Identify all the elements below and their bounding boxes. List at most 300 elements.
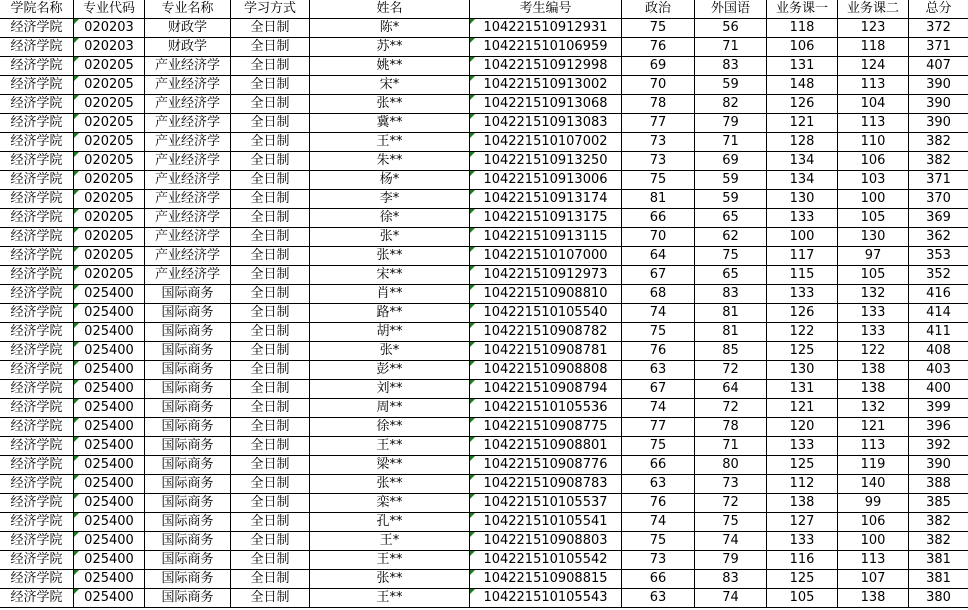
cell-foreign-language-score[interactable]: 56 — [695, 19, 767, 38]
table-row[interactable] — [0, 589, 968, 608]
cell-politics-score[interactable]: 77 — [622, 114, 695, 133]
cell-major-code[interactable]: 025400 — [74, 323, 145, 342]
cell-major-name[interactable]: 国际商务 — [145, 323, 231, 342]
cell-college-name[interactable]: 经济学院 — [0, 247, 74, 266]
cell-major-code[interactable]: 025400 — [74, 570, 145, 589]
cell-major-name[interactable]: 国际商务 — [145, 475, 231, 494]
cell-candidate-number[interactable]: 104221510107002 — [470, 133, 622, 152]
cell-subject-one-score[interactable]: 122 — [767, 323, 838, 342]
cell-total-score[interactable]: 385 — [909, 494, 968, 513]
cell-candidate-number[interactable]: 104221510912931 — [470, 19, 622, 38]
cell-college-name[interactable]: 经济学院 — [0, 57, 74, 76]
cell-study-mode[interactable]: 全日制 — [231, 399, 310, 418]
cell-major-code[interactable]: 025400 — [74, 418, 145, 437]
cell-subject-one-score[interactable]: 116 — [767, 551, 838, 570]
table-row[interactable] — [0, 247, 968, 266]
cell-major-code[interactable]: 020205 — [74, 152, 145, 171]
cell-subject-two-score[interactable]: 138 — [838, 380, 909, 399]
column-header-candidate-number[interactable]: 考生编号 — [470, 0, 622, 19]
cell-major-name[interactable]: 国际商务 — [145, 399, 231, 418]
cell-student-name[interactable]: 王* — [310, 532, 470, 551]
table-row[interactable] — [0, 323, 968, 342]
cell-subject-two-score[interactable]: 132 — [838, 285, 909, 304]
cell-total-score[interactable]: 416 — [909, 285, 968, 304]
cell-politics-score[interactable]: 73 — [622, 133, 695, 152]
table-row[interactable] — [0, 209, 968, 228]
cell-subject-two-score[interactable]: 105 — [838, 266, 909, 285]
cell-foreign-language-score[interactable]: 81 — [695, 304, 767, 323]
cell-subject-two-score[interactable]: 119 — [838, 456, 909, 475]
cell-foreign-language-score[interactable]: 75 — [695, 247, 767, 266]
cell-subject-one-score[interactable]: 118 — [767, 19, 838, 38]
cell-politics-score[interactable]: 73 — [622, 551, 695, 570]
cell-college-name[interactable]: 经济学院 — [0, 304, 74, 323]
cell-subject-two-score[interactable]: 133 — [838, 304, 909, 323]
cell-subject-two-score[interactable]: 140 — [838, 475, 909, 494]
cell-politics-score[interactable]: 74 — [622, 399, 695, 418]
cell-subject-two-score[interactable]: 105 — [838, 209, 909, 228]
table-row[interactable] — [0, 532, 968, 551]
table-row[interactable] — [0, 342, 968, 361]
cell-college-name[interactable]: 经济学院 — [0, 551, 74, 570]
cell-student-name[interactable]: 周** — [310, 399, 470, 418]
cell-subject-one-score[interactable]: 127 — [767, 513, 838, 532]
cell-politics-score[interactable]: 76 — [622, 342, 695, 361]
table-row[interactable] — [0, 475, 968, 494]
cell-major-code[interactable]: 025400 — [74, 304, 145, 323]
cell-study-mode[interactable]: 全日制 — [231, 475, 310, 494]
cell-study-mode[interactable]: 全日制 — [231, 551, 310, 570]
cell-total-score[interactable]: 399 — [909, 399, 968, 418]
cell-student-name[interactable]: 王** — [310, 551, 470, 570]
cell-student-name[interactable]: 张** — [310, 95, 470, 114]
cell-major-code[interactable]: 020203 — [74, 38, 145, 57]
cell-total-score[interactable]: 369 — [909, 209, 968, 228]
cell-politics-score[interactable]: 69 — [622, 57, 695, 76]
cell-college-name[interactable]: 经济学院 — [0, 437, 74, 456]
cell-foreign-language-score[interactable]: 71 — [695, 133, 767, 152]
cell-candidate-number[interactable]: 104221510105543 — [470, 589, 622, 608]
cell-student-name[interactable]: 张** — [310, 247, 470, 266]
cell-subject-one-score[interactable]: 134 — [767, 171, 838, 190]
cell-major-code[interactable]: 025400 — [74, 285, 145, 304]
cell-politics-score[interactable]: 73 — [622, 152, 695, 171]
column-header-subject-two-score[interactable]: 业务课二 — [838, 0, 909, 19]
cell-major-name[interactable]: 国际商务 — [145, 494, 231, 513]
cell-major-name[interactable]: 产业经济学 — [145, 95, 231, 114]
cell-college-name[interactable]: 经济学院 — [0, 133, 74, 152]
column-header-major-code[interactable]: 专业代码 — [74, 0, 145, 19]
cell-total-score[interactable]: 371 — [909, 38, 968, 57]
cell-foreign-language-score[interactable]: 59 — [695, 171, 767, 190]
column-header-study-mode[interactable]: 学习方式 — [231, 0, 310, 19]
cell-politics-score[interactable]: 63 — [622, 589, 695, 608]
cell-candidate-number[interactable]: 104221510908801 — [470, 437, 622, 456]
table-row[interactable] — [0, 190, 968, 209]
cell-total-score[interactable]: 362 — [909, 228, 968, 247]
cell-foreign-language-score[interactable]: 74 — [695, 532, 767, 551]
cell-subject-two-score[interactable]: 106 — [838, 513, 909, 532]
cell-student-name[interactable]: 宋** — [310, 266, 470, 285]
cell-politics-score[interactable]: 66 — [622, 570, 695, 589]
cell-candidate-number[interactable]: 104221510913175 — [470, 209, 622, 228]
cell-study-mode[interactable]: 全日制 — [231, 114, 310, 133]
cell-study-mode[interactable]: 全日制 — [231, 76, 310, 95]
cell-politics-score[interactable]: 70 — [622, 76, 695, 95]
cell-subject-two-score[interactable]: 138 — [838, 361, 909, 380]
cell-subject-two-score[interactable]: 113 — [838, 437, 909, 456]
cell-politics-score[interactable]: 76 — [622, 494, 695, 513]
cell-study-mode[interactable]: 全日制 — [231, 38, 310, 57]
column-header-subject-one-score[interactable]: 业务课一 — [767, 0, 838, 19]
cell-politics-score[interactable]: 74 — [622, 304, 695, 323]
cell-major-code[interactable]: 020205 — [74, 57, 145, 76]
cell-total-score[interactable]: 388 — [909, 475, 968, 494]
cell-candidate-number[interactable]: 104221510908775 — [470, 418, 622, 437]
cell-total-score[interactable]: 411 — [909, 323, 968, 342]
cell-subject-one-score[interactable]: 128 — [767, 133, 838, 152]
cell-major-name[interactable]: 产业经济学 — [145, 228, 231, 247]
cell-study-mode[interactable]: 全日制 — [231, 323, 310, 342]
cell-study-mode[interactable]: 全日制 — [231, 342, 310, 361]
cell-student-name[interactable]: 王** — [310, 437, 470, 456]
cell-candidate-number[interactable]: 104221510106959 — [470, 38, 622, 57]
cell-student-name[interactable]: 张* — [310, 342, 470, 361]
cell-subject-one-score[interactable]: 138 — [767, 494, 838, 513]
cell-total-score[interactable]: 390 — [909, 76, 968, 95]
cell-foreign-language-score[interactable]: 75 — [695, 513, 767, 532]
cell-study-mode[interactable]: 全日制 — [231, 418, 310, 437]
table-row[interactable] — [0, 551, 968, 570]
table-row[interactable] — [0, 171, 968, 190]
cell-foreign-language-score[interactable]: 72 — [695, 494, 767, 513]
cell-college-name[interactable]: 经济学院 — [0, 19, 74, 38]
cell-candidate-number[interactable]: 104221510908810 — [470, 285, 622, 304]
cell-study-mode[interactable]: 全日制 — [231, 361, 310, 380]
cell-candidate-number[interactable]: 104221510908783 — [470, 475, 622, 494]
table-row[interactable] — [0, 380, 968, 399]
cell-candidate-number[interactable]: 104221510105542 — [470, 551, 622, 570]
cell-foreign-language-score[interactable]: 74 — [695, 589, 767, 608]
cell-major-code[interactable]: 025400 — [74, 589, 145, 608]
table-row[interactable] — [0, 266, 968, 285]
cell-total-score[interactable]: 403 — [909, 361, 968, 380]
cell-politics-score[interactable]: 76 — [622, 38, 695, 57]
cell-subject-two-score[interactable]: 118 — [838, 38, 909, 57]
cell-college-name[interactable]: 经济学院 — [0, 361, 74, 380]
cell-major-name[interactable]: 国际商务 — [145, 361, 231, 380]
cell-total-score[interactable]: 382 — [909, 133, 968, 152]
cell-foreign-language-score[interactable]: 59 — [695, 190, 767, 209]
cell-foreign-language-score[interactable]: 65 — [695, 209, 767, 228]
cell-subject-one-score[interactable]: 125 — [767, 342, 838, 361]
cell-politics-score[interactable]: 67 — [622, 266, 695, 285]
cell-college-name[interactable]: 经济学院 — [0, 532, 74, 551]
cell-subject-one-score[interactable]: 121 — [767, 399, 838, 418]
cell-major-code[interactable]: 025400 — [74, 437, 145, 456]
cell-politics-score[interactable]: 63 — [622, 475, 695, 494]
cell-politics-score[interactable]: 75 — [622, 532, 695, 551]
cell-foreign-language-score[interactable]: 79 — [695, 551, 767, 570]
cell-foreign-language-score[interactable]: 79 — [695, 114, 767, 133]
cell-foreign-language-score[interactable]: 71 — [695, 38, 767, 57]
cell-foreign-language-score[interactable]: 83 — [695, 285, 767, 304]
cell-study-mode[interactable]: 全日制 — [231, 19, 310, 38]
cell-subject-two-score[interactable]: 123 — [838, 19, 909, 38]
cell-student-name[interactable]: 姚** — [310, 57, 470, 76]
cell-total-score[interactable]: 380 — [909, 589, 968, 608]
cell-subject-one-score[interactable]: 133 — [767, 285, 838, 304]
cell-major-name[interactable]: 产业经济学 — [145, 57, 231, 76]
cell-candidate-number[interactable]: 104221510105541 — [470, 513, 622, 532]
cell-foreign-language-score[interactable]: 82 — [695, 95, 767, 114]
cell-foreign-language-score[interactable]: 71 — [695, 437, 767, 456]
cell-subject-one-score[interactable]: 134 — [767, 152, 838, 171]
cell-subject-two-score[interactable]: 124 — [838, 57, 909, 76]
column-header-total-score[interactable]: 总分 — [909, 0, 968, 19]
cell-subject-one-score[interactable]: 106 — [767, 38, 838, 57]
cell-study-mode[interactable]: 全日制 — [231, 95, 310, 114]
cell-college-name[interactable]: 经济学院 — [0, 38, 74, 57]
cell-college-name[interactable]: 经济学院 — [0, 228, 74, 247]
cell-candidate-number[interactable]: 104221510913002 — [470, 76, 622, 95]
cell-total-score[interactable]: 390 — [909, 456, 968, 475]
cell-major-name[interactable]: 国际商务 — [145, 342, 231, 361]
cell-student-name[interactable]: 苏** — [310, 38, 470, 57]
cell-student-name[interactable]: 彭** — [310, 361, 470, 380]
cell-college-name[interactable]: 经济学院 — [0, 209, 74, 228]
cell-college-name[interactable]: 经济学院 — [0, 380, 74, 399]
cell-candidate-number[interactable]: 104221510913068 — [470, 95, 622, 114]
cell-study-mode[interactable]: 全日制 — [231, 247, 310, 266]
cell-subject-two-score[interactable]: 104 — [838, 95, 909, 114]
table-row[interactable] — [0, 38, 968, 57]
cell-college-name[interactable]: 经济学院 — [0, 418, 74, 437]
cell-candidate-number[interactable]: 104221510913115 — [470, 228, 622, 247]
cell-subject-two-score[interactable]: 133 — [838, 323, 909, 342]
cell-subject-two-score[interactable]: 100 — [838, 190, 909, 209]
cell-subject-one-score[interactable]: 133 — [767, 437, 838, 456]
cell-subject-two-score[interactable]: 113 — [838, 114, 909, 133]
cell-study-mode[interactable]: 全日制 — [231, 513, 310, 532]
column-header-politics-score[interactable]: 政治 — [622, 0, 695, 19]
cell-major-name[interactable]: 财政学 — [145, 19, 231, 38]
cell-politics-score[interactable]: 75 — [622, 323, 695, 342]
cell-major-name[interactable]: 国际商务 — [145, 437, 231, 456]
cell-major-name[interactable]: 国际商务 — [145, 570, 231, 589]
cell-student-name[interactable]: 梁** — [310, 456, 470, 475]
cell-foreign-language-score[interactable]: 78 — [695, 418, 767, 437]
cell-major-code[interactable]: 025400 — [74, 342, 145, 361]
cell-major-name[interactable]: 国际商务 — [145, 551, 231, 570]
cell-major-name[interactable]: 产业经济学 — [145, 209, 231, 228]
cell-student-name[interactable]: 李* — [310, 190, 470, 209]
cell-foreign-language-score[interactable]: 69 — [695, 152, 767, 171]
cell-study-mode[interactable]: 全日制 — [231, 57, 310, 76]
table-row[interactable] — [0, 570, 968, 589]
cell-total-score[interactable]: 408 — [909, 342, 968, 361]
table-row[interactable] — [0, 114, 968, 133]
cell-major-code[interactable]: 025400 — [74, 380, 145, 399]
cell-total-score[interactable]: 390 — [909, 114, 968, 133]
table-row[interactable] — [0, 513, 968, 532]
cell-subject-one-score[interactable]: 130 — [767, 190, 838, 209]
cell-college-name[interactable]: 经济学院 — [0, 266, 74, 285]
cell-student-name[interactable]: 刘** — [310, 380, 470, 399]
cell-subject-two-score[interactable]: 106 — [838, 152, 909, 171]
cell-student-name[interactable]: 陈* — [310, 19, 470, 38]
cell-study-mode[interactable]: 全日制 — [231, 228, 310, 247]
cell-total-score[interactable]: 381 — [909, 551, 968, 570]
cell-college-name[interactable]: 经济学院 — [0, 95, 74, 114]
cell-student-name[interactable]: 孔** — [310, 513, 470, 532]
cell-subject-two-score[interactable]: 113 — [838, 551, 909, 570]
cell-subject-one-score[interactable]: 131 — [767, 380, 838, 399]
cell-student-name[interactable]: 胡** — [310, 323, 470, 342]
table-row[interactable] — [0, 228, 968, 247]
cell-major-name[interactable]: 产业经济学 — [145, 266, 231, 285]
cell-major-name[interactable]: 国际商务 — [145, 380, 231, 399]
cell-politics-score[interactable]: 66 — [622, 456, 695, 475]
cell-subject-two-score[interactable]: 138 — [838, 589, 909, 608]
cell-major-name[interactable]: 产业经济学 — [145, 171, 231, 190]
table-row[interactable] — [0, 95, 968, 114]
cell-subject-two-score[interactable]: 110 — [838, 133, 909, 152]
cell-subject-two-score[interactable]: 107 — [838, 570, 909, 589]
cell-subject-two-score[interactable]: 122 — [838, 342, 909, 361]
cell-major-code[interactable]: 020205 — [74, 171, 145, 190]
cell-foreign-language-score[interactable]: 80 — [695, 456, 767, 475]
cell-college-name[interactable]: 经济学院 — [0, 456, 74, 475]
cell-major-name[interactable]: 国际商务 — [145, 513, 231, 532]
cell-study-mode[interactable]: 全日制 — [231, 209, 310, 228]
cell-foreign-language-score[interactable]: 59 — [695, 76, 767, 95]
cell-study-mode[interactable]: 全日制 — [231, 171, 310, 190]
cell-subject-one-score[interactable]: 121 — [767, 114, 838, 133]
cell-politics-score[interactable]: 75 — [622, 437, 695, 456]
table-row[interactable] — [0, 494, 968, 513]
cell-subject-one-score[interactable]: 126 — [767, 304, 838, 323]
table-row[interactable] — [0, 152, 968, 171]
cell-subject-one-score[interactable]: 130 — [767, 361, 838, 380]
cell-college-name[interactable]: 经济学院 — [0, 475, 74, 494]
cell-subject-one-score[interactable]: 117 — [767, 247, 838, 266]
cell-subject-two-score[interactable]: 113 — [838, 76, 909, 95]
cell-college-name[interactable]: 经济学院 — [0, 570, 74, 589]
cell-candidate-number[interactable]: 104221510912973 — [470, 266, 622, 285]
table-row[interactable] — [0, 361, 968, 380]
cell-subject-one-score[interactable]: 125 — [767, 570, 838, 589]
cell-major-code[interactable]: 020205 — [74, 247, 145, 266]
table-row[interactable] — [0, 19, 968, 38]
cell-foreign-language-score[interactable]: 83 — [695, 57, 767, 76]
cell-subject-two-score[interactable]: 130 — [838, 228, 909, 247]
cell-politics-score[interactable]: 63 — [622, 361, 695, 380]
cell-total-score[interactable]: 381 — [909, 570, 968, 589]
cell-major-code[interactable]: 020205 — [74, 190, 145, 209]
cell-subject-one-score[interactable]: 100 — [767, 228, 838, 247]
cell-total-score[interactable]: 352 — [909, 266, 968, 285]
cell-subject-one-score[interactable]: 120 — [767, 418, 838, 437]
cell-total-score[interactable]: 382 — [909, 532, 968, 551]
cell-study-mode[interactable]: 全日制 — [231, 133, 310, 152]
cell-politics-score[interactable]: 81 — [622, 190, 695, 209]
table-row[interactable] — [0, 437, 968, 456]
cell-subject-two-score[interactable]: 99 — [838, 494, 909, 513]
table-row[interactable] — [0, 133, 968, 152]
cell-study-mode[interactable]: 全日制 — [231, 570, 310, 589]
cell-major-code[interactable]: 020205 — [74, 209, 145, 228]
cell-politics-score[interactable]: 68 — [622, 285, 695, 304]
cell-major-name[interactable]: 国际商务 — [145, 456, 231, 475]
cell-major-name[interactable]: 产业经济学 — [145, 133, 231, 152]
cell-subject-one-score[interactable]: 112 — [767, 475, 838, 494]
cell-college-name[interactable]: 经济学院 — [0, 589, 74, 608]
column-header-student-name[interactable]: 姓名 — [310, 0, 470, 19]
column-header-major-name[interactable]: 专业名称 — [145, 0, 231, 19]
cell-major-name[interactable]: 财政学 — [145, 38, 231, 57]
cell-politics-score[interactable]: 70 — [622, 228, 695, 247]
cell-study-mode[interactable]: 全日制 — [231, 304, 310, 323]
cell-politics-score[interactable]: 78 — [622, 95, 695, 114]
cell-student-name[interactable]: 杨* — [310, 171, 470, 190]
cell-college-name[interactable]: 经济学院 — [0, 152, 74, 171]
cell-student-name[interactable]: 路** — [310, 304, 470, 323]
cell-foreign-language-score[interactable]: 72 — [695, 361, 767, 380]
cell-candidate-number[interactable]: 104221510913250 — [470, 152, 622, 171]
cell-student-name[interactable]: 徐* — [310, 209, 470, 228]
cell-subject-one-score[interactable]: 133 — [767, 209, 838, 228]
cell-total-score[interactable]: 353 — [909, 247, 968, 266]
cell-total-score[interactable]: 390 — [909, 95, 968, 114]
cell-subject-two-score[interactable]: 97 — [838, 247, 909, 266]
cell-major-code[interactable]: 025400 — [74, 532, 145, 551]
cell-candidate-number[interactable]: 104221510913174 — [470, 190, 622, 209]
cell-student-name[interactable]: 张* — [310, 228, 470, 247]
table-row[interactable] — [0, 456, 968, 475]
cell-major-code[interactable]: 020205 — [74, 95, 145, 114]
cell-candidate-number[interactable]: 104221510105540 — [470, 304, 622, 323]
column-header-foreign-language-score[interactable]: 外国语 — [695, 0, 767, 19]
cell-major-code[interactable]: 025400 — [74, 475, 145, 494]
cell-study-mode[interactable]: 全日制 — [231, 437, 310, 456]
cell-total-score[interactable]: 414 — [909, 304, 968, 323]
cell-total-score[interactable]: 382 — [909, 513, 968, 532]
cell-college-name[interactable]: 经济学院 — [0, 285, 74, 304]
cell-total-score[interactable]: 371 — [909, 171, 968, 190]
cell-candidate-number[interactable]: 104221510105536 — [470, 399, 622, 418]
cell-total-score[interactable]: 392 — [909, 437, 968, 456]
table-row[interactable] — [0, 76, 968, 95]
table-row[interactable] — [0, 57, 968, 76]
cell-major-code[interactable]: 025400 — [74, 513, 145, 532]
cell-total-score[interactable]: 370 — [909, 190, 968, 209]
cell-subject-one-score[interactable]: 115 — [767, 266, 838, 285]
cell-major-name[interactable]: 产业经济学 — [145, 152, 231, 171]
cell-major-code[interactable]: 025400 — [74, 456, 145, 475]
cell-major-name[interactable]: 产业经济学 — [145, 76, 231, 95]
cell-foreign-language-score[interactable]: 83 — [695, 570, 767, 589]
table-row[interactable] — [0, 399, 968, 418]
cell-politics-score[interactable]: 66 — [622, 209, 695, 228]
cell-candidate-number[interactable]: 104221510908815 — [470, 570, 622, 589]
cell-major-code[interactable]: 020205 — [74, 133, 145, 152]
table-row[interactable] — [0, 304, 968, 323]
cell-foreign-language-score[interactable]: 62 — [695, 228, 767, 247]
cell-major-name[interactable]: 产业经济学 — [145, 247, 231, 266]
cell-total-score[interactable]: 400 — [909, 380, 968, 399]
cell-politics-score[interactable]: 75 — [622, 19, 695, 38]
